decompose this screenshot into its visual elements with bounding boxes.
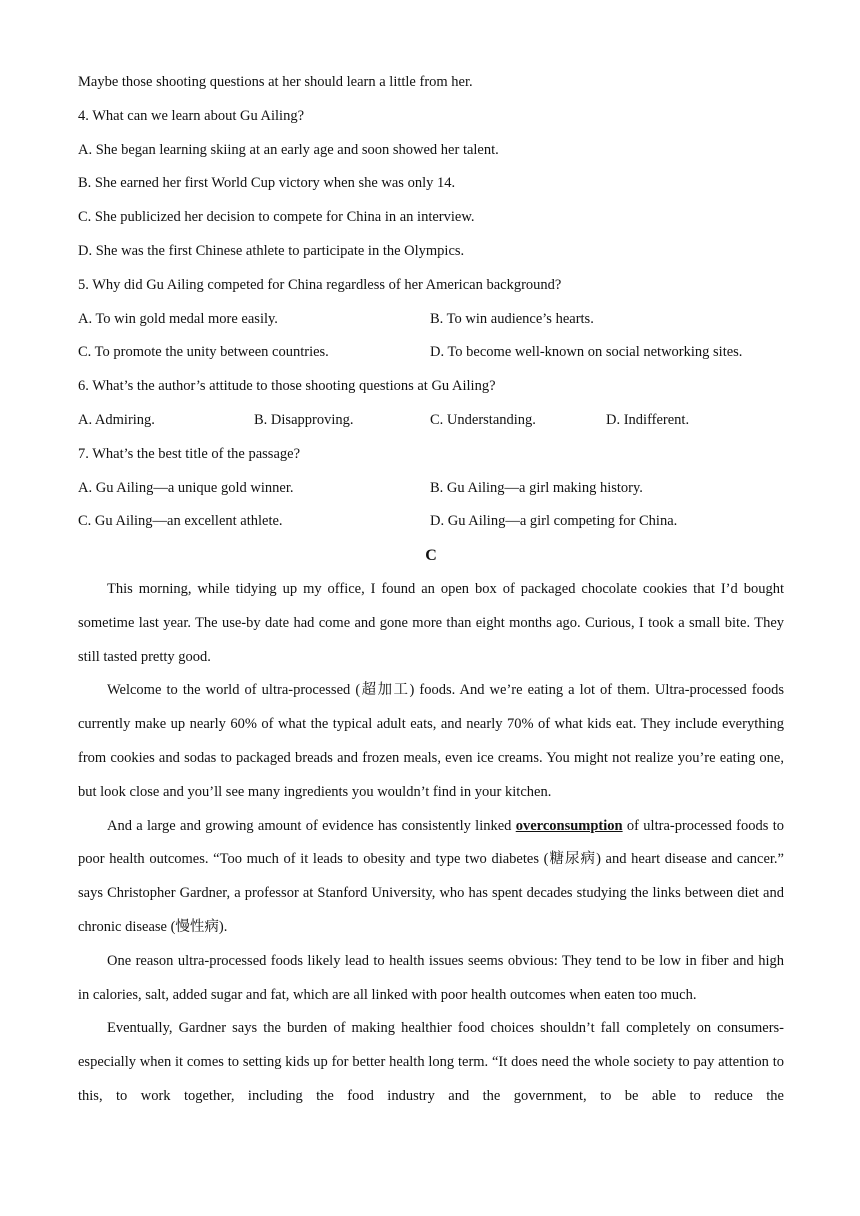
question-4-option-b: B. She earned her first World Cup victory when she was only 14.	[78, 175, 456, 192]
section-title: C	[425, 547, 437, 565]
question-6-options-row	[78, 404, 784, 438]
question-5-option-d: D. To become well-known on social networking sites.	[430, 344, 743, 361]
question-5-option-c: C. To promote the unity between countries.	[78, 344, 329, 361]
question-5-options-row-1	[78, 303, 784, 337]
question-6-option-b: B. Disapproving.	[254, 411, 354, 428]
question-5-options-row-2	[78, 336, 784, 370]
question-6-option-c: C. Understanding.	[430, 411, 536, 428]
question-5-option-a: A. To win gold medal more easily.	[78, 310, 278, 327]
document-page	[78, 66, 784, 1114]
question-7-options-row-1	[78, 472, 784, 506]
intro-line: Maybe those shooting questions at her should learn a little from her.	[78, 74, 473, 90]
question-6-stem: 6. What’s the author’s attitude to those shooting questions at Gu Ailing?	[78, 378, 496, 395]
question-7-option-b: B. Gu Ailing—a girl making history.	[430, 479, 643, 496]
question-4-stem: 4. What can we learn about Gu Ailing?	[78, 107, 305, 124]
question-5-stem: 5. Why did Gu Ailing competed for China regardless of her American background?	[78, 276, 562, 293]
paragraph-4: One reason ultra-processed foods likely lead to health issues seems obvious: They tend to be low in fiber and high in calories, salt, added sugar and fat, which are all linked with poor health outcomes when eaten too much.	[78, 952, 784, 1003]
paragraph-1: This morning, while tidying up my office, I found an open box of packaged chocolate cookies that I’d bought sometime last year. The use-by date had come and gone more than eight months ago. Curious, I took a small bite. They still tasted pretty good.	[78, 580, 784, 665]
question-4-option-c: C. She publicized her decision to compete for China in an interview.	[78, 209, 475, 226]
question-7-option-c: C. Gu Ailing—an excellent athlete.	[78, 513, 283, 530]
underlined-word: overconsumption	[515, 817, 623, 834]
paragraph-3	[78, 810, 784, 945]
question-7-option-d: D. Gu Ailing—a girl competing for China.	[430, 513, 678, 530]
paragraph-5: Eventually, Gardner says the burden of making healthier food choices shouldn’t fall completely on consumers-especially when it comes to setting kids up for better health long term. “It does need the whole society to pay attention to this, to work together, including the food industry and the government, to be able to reduce the	[78, 1020, 784, 1104]
question-6-option-d: D. Indifferent.	[606, 411, 690, 428]
question-7-option-a: A. Gu Ailing—a unique gold winner.	[78, 479, 294, 496]
question-4-option-d: D. She was the first Chinese athlete to participate in the Olympics.	[78, 242, 465, 259]
paragraph-3-rest: of ultra-processed foods to poor health outcomes. “Too much of it leads to obesity and type two diabetes (糖尿病) and heart disease and cancer.” says Christopher Gardner, a professor at Stanford University, who has spent decades studying the links between diet and chronic disease (慢性病).	[78, 817, 784, 935]
question-7-options-row-2	[78, 505, 784, 539]
paragraph-2: Welcome to the world of ultra-processed (超加工) foods. And we’re eating a lot of them. Ultra-processed foods currently make up nearly 60% of what the typical adult eats, and nearly 70% of what kids eat. They include everything from cookies and sodas to packaged breads and frozen meals, even ice creams. You might not realize you’re eating one, but look close and you’ll see many ingredients you wouldn’t find in your kitchen.	[78, 682, 784, 800]
paragraph-3-lead: And a large and growing amount of evidence has consistently linked	[107, 817, 516, 834]
question-6-option-a: A. Admiring.	[78, 411, 155, 428]
question-5-option-b: B. To win audience’s hearts.	[430, 310, 594, 327]
question-7-stem: 7. What’s the best title of the passage?	[78, 445, 301, 462]
question-4-option-a: A. She began learning skiing at an early age and soon showed her talent.	[78, 141, 499, 158]
